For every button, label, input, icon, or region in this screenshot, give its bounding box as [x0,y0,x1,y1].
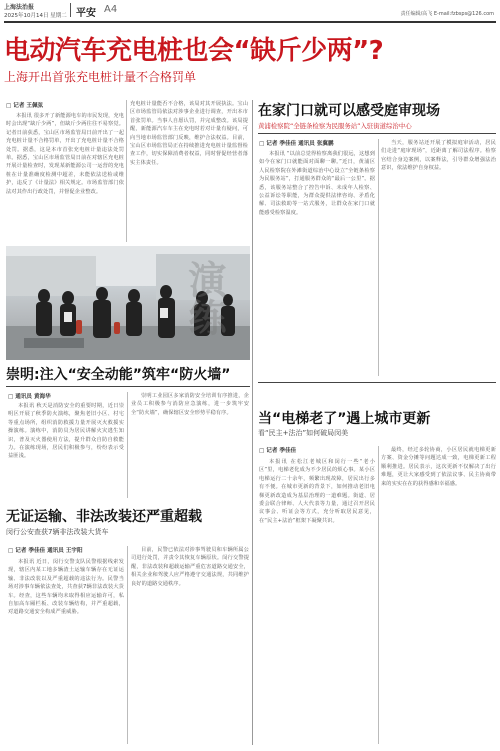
license-body-col2: 目前，民警已依法对涉事驾驶员和车辆所属公司进行处罚，并责令其恢复车辆原状。闵行交警提醒，非法改装和超载运输严重危害道路交通安全，相关企业和驾驶人应严格遵守交通法规，共同维护良好的道路交通秩序。 [131,547,249,587]
lead-headline: 电动汽车充电桩也会“缺斤少两”? [4,36,384,66]
home-col-divider [378,139,379,376]
masthead-divider [70,3,71,17]
home-body: 本报讯 “以前总觉得检察离我们很远，这想到如今在家门口就能面对面聊一聊。”近日，黄浦区人民检察院在外滩街道综治中心设立“全链条检察为民服务站”，打通服务群众的“最后一公里”。据悉，该服务站整合了控告申诉、未成年人检察、公益诉讼等职能，为群众提供法律咨询、矛盾化解、司法救助等一站式服务，让群众在家门口就能感受检察温度。 [259,151,375,216]
license-byline: □ 记者 季佳佳 通讯员 王宇阳 [8,548,83,554]
lead-body-col1: 本报讯 很多开了新能源电车的市民发现，充电时会出现“缺斤少两”，但缺斤少两往往不易察觉。记者日前获悉，宝山区市场监管局日前开出了一起充电桩计量不合格罚单，开出了充电桩计量不合格处罚。据悉，这是本市首张充电桩计量违法处罚单。据悉，宝山区市场监管局日前在对辖区充电桩开展计量检查时，发现某新能源公司一运营的充电桩在计量准确度检测中超差，未能依法送检或维护，违反了《计量法》相关规定。市场监管部门依法对其作出行政处罚，并督促企业整改。 [6,113,124,195]
elderly-byline: □ 记者 季佳佳 [259,448,297,454]
page-number: A4 [104,4,118,15]
home-rule [258,133,496,134]
lead-byline: □ 记者 王佩弦 [6,103,44,109]
section-name: 平安 [76,8,96,19]
elderly-top-rule [258,382,496,383]
fire-col-divider [127,392,128,498]
license-body: 本报讯 近日，闵行交警支队民警根据线索发现，辖区内某工地多辆渣土运输车辆存在无证运输、非法改装以及严重超载的违法行为。民警当场对涉事车辆依法查处，共查获7辆非法改装大货车。经查，这些车辆均未取得相应运输许可，私自加高车厢栏板、改装车辆结构，并严重超载，对道路交通安全构成严重威胁。 [8,559,124,616]
home-subheadline: 黄浦检察院“全链条检察为民服务站”入驻街道综治中心 [258,122,412,130]
elderly-subheadline: 看“民主+法治”如何破局闵美 [258,429,349,437]
license-col-divider [127,546,128,744]
fire-body: 本报讯 秋天是消防安全的重要时期，近日崇明区开展了秋季防火演练，聚焦老旧小区、村宅等重点场所，组织消防救援力量开展灭火救援实操演练。演练中，消防员为居民讲解火灾逃生知识，普及灭火器使用方法，提升群众自防自救能力。在演练现场，居民们积极参与，纷纷表示受益匪浅。 [8,403,124,460]
news-photo [6,246,250,360]
photo-caption-headline: 崇明:注入“安全动能”筑牢“防火墙” [6,367,231,383]
home-headline: 在家门口就可以感受庭审现场 [258,103,440,119]
home-byline: □ 记者 季佳佳 通讯员 张冀鹏 [259,141,334,147]
fire-body-col2: 崇明工业园区多家消防安全培训有序推进，企业员工积极参与消防应急演练，进一步筑牢安全“防火墙”，确保辖区安全形势平稳有序。 [131,393,249,416]
elderly-headline: 当“电梯老了”遇上城市更新 [258,411,431,427]
license-headline: 无证运输、非法改装还严重超载 [6,509,202,525]
elderly-body-col2: 最终，经过多轮协商，小区居民就电梯更新方案、资金分摊等问题达成一致，电梯更新工程顺利推进。居民表示，这次更新不仅解决了出行难题，更让大家感受到了依法议事、民主协商带来的实实在在的获得感和幸福感。 [381,447,496,487]
fire-rule [6,386,250,387]
fire-byline: □ 通讯员 黄海华 [8,394,51,400]
lead-body-col2: 充电桩计量能否不合格，该局对其开展执法。宝山区市场监管局依法对涉事企业进行调查，开出本市首张罚单。当事人自愿认罚，并完成整改。该局提醒，新能源汽车车主在充电时若对计量有疑问，可向当地市场监管部门反映，维护合法权益。目前，宝山区市场监管局正在持续推进充电桩计量监督检查工作，切实保障消费者权益，同时督促经营者落实主体责任。 [130,101,248,166]
lead-subheadline: 上海开出首张充电桩计量不合格罚单 [4,70,197,84]
elderly-body: 本报讯 在松江老城区和闵行一些“老小区”里，电梯老化成为不少居民的烦心事。某小区电梯运行二十余年，频繁出现故障，居民出行多有不便。在城市更新的背景下，如何推动老旧电梯更新改造成为基层治理的一道难题。街道、居委会联合律师、人大代表等力量，通过召开居民议事会、听证会等方式，充分听取居民意见，在“民主+法治”框架下凝聚共识。 [259,459,375,524]
home-body-col2: 当天，服务站还开展了模拟庭审活动，居民们走进“庭审现场”，近距离了解司法程序。检察官结合身边案例，以案释法，引导群众增强法治意识，依法维护自身权益。 [381,140,496,172]
editor-info: 责任编辑/高飞 E-mail:fzbsps@126.com [400,11,494,17]
paper-name: 上海法治报 [4,4,35,11]
issue-date: 2025年10月14日 星期二 [4,13,67,19]
column-divider [126,100,127,242]
photo-watermark: 演练 [182,260,226,336]
license-subheadline: 闵行公安查获7辆非法改装大货车 [6,528,109,536]
main-vertical-divider [252,100,253,745]
elderly-col-divider [378,446,379,744]
masthead-rule [4,21,496,23]
